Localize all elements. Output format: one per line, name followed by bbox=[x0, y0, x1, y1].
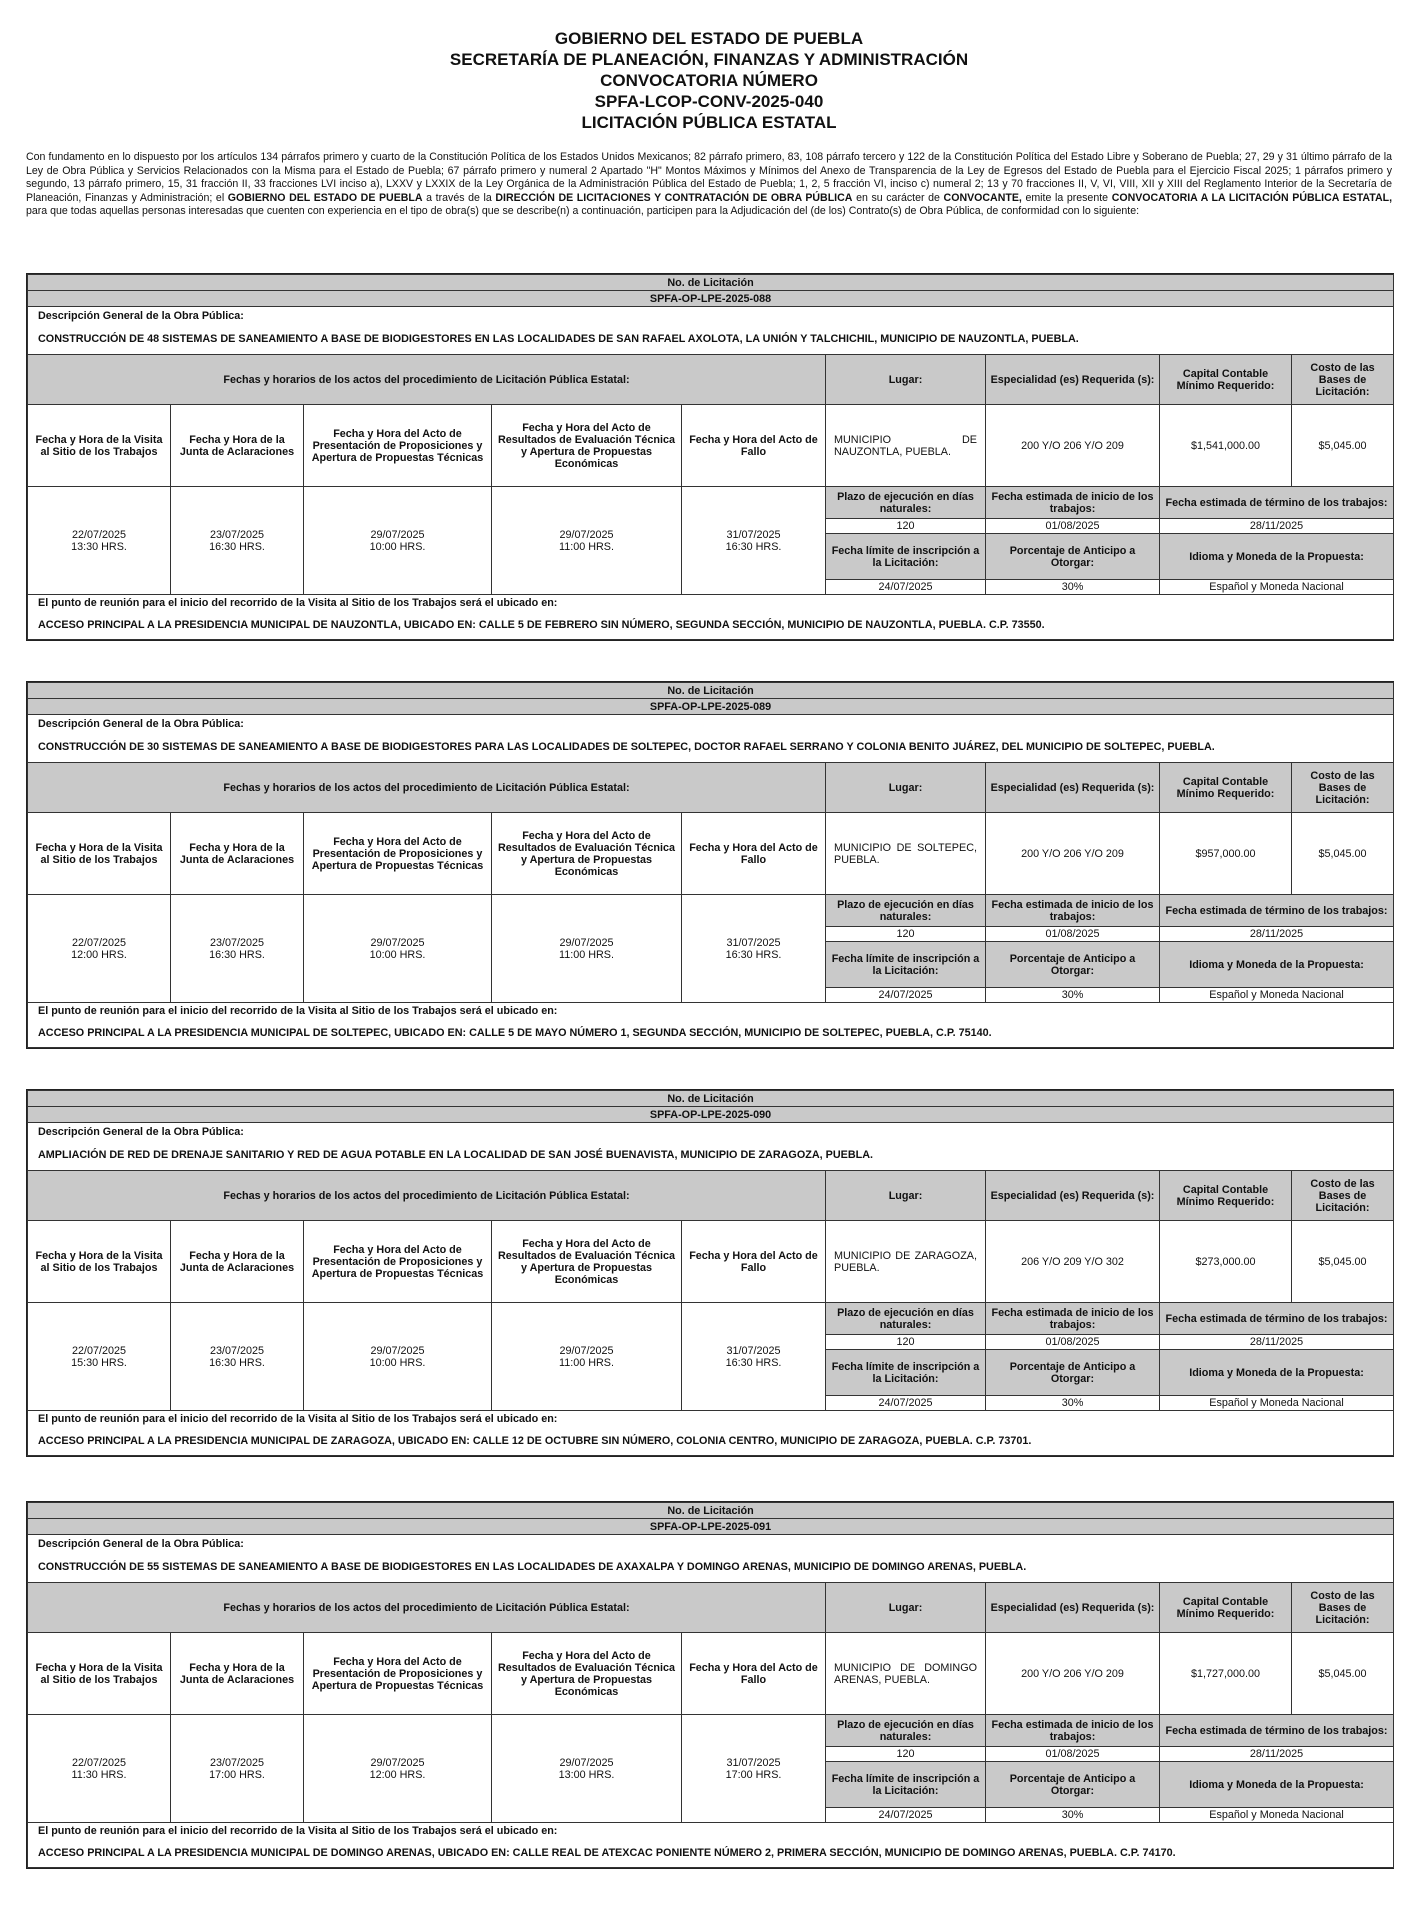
visita-time: 15:30 HRS. bbox=[71, 1356, 127, 1369]
document-header bbox=[0, 0, 1418, 133]
fallo-value bbox=[682, 1303, 826, 1411]
anticipo-header: Porcentaje de Anticipo a Otorgar: bbox=[986, 534, 1160, 580]
junta-time: 16:30 HRS. bbox=[209, 1356, 265, 1369]
idioma-header: Idioma y Moneda de la Propuesta: bbox=[1160, 1350, 1394, 1396]
resultados-date: 29/07/2025 bbox=[559, 528, 614, 541]
limite-value: 24/07/2025 bbox=[826, 1808, 986, 1823]
plazo-header: Plazo de ejecución en días naturales: bbox=[826, 895, 986, 927]
licitacion-table bbox=[27, 274, 1394, 640]
termino-header: Fecha estimada de término de los trabajos: bbox=[1160, 1303, 1394, 1335]
resultados-time: 11:00 HRS. bbox=[558, 948, 614, 961]
capital-value: $1,727,000.00 bbox=[1160, 1633, 1292, 1715]
especialidad-value: 200 Y/O 206 Y/O 209 bbox=[986, 1633, 1160, 1715]
junta-header: Fecha y Hora de la Junta de Aclaraciones bbox=[171, 1633, 304, 1715]
visita-value bbox=[28, 487, 171, 595]
fallo-time: 17:00 HRS. bbox=[725, 1768, 782, 1781]
junta-date: 23/07/2025 bbox=[209, 936, 265, 949]
header-convocatoria-number: SPFA-LCOP-CONV-2025-040 bbox=[594, 92, 824, 111]
resultados-time: 11:00 HRS. bbox=[558, 540, 614, 553]
fallo-date: 31/07/2025 bbox=[726, 528, 781, 541]
fechas-header: Fechas y horarios de los actos del procedimiento de Licitación Pública Estatal: bbox=[28, 1583, 826, 1633]
capital-value: $1,541,000.00 bbox=[1160, 405, 1292, 487]
lugar-value: MUNICIPIO DE NAUZONTLA, PUEBLA. bbox=[826, 405, 986, 487]
resultados-date: 29/07/2025 bbox=[559, 1756, 614, 1769]
junta-header: Fecha y Hora de la Junta de Aclaraciones bbox=[171, 1221, 304, 1303]
descripcion-label: Descripción General de la Obra Pública: bbox=[28, 715, 1394, 733]
licitacion-number: SPFA-OP-LPE-2025-088 bbox=[28, 291, 1394, 307]
header-convocatoria-label: CONVOCATORIA NÚMERO bbox=[600, 71, 818, 90]
visita-time: 13:30 HRS. bbox=[71, 540, 127, 553]
junta-time: 17:00 HRS. bbox=[209, 1768, 265, 1781]
resultados-time: 13:00 HRS. bbox=[558, 1768, 615, 1781]
idioma-header: Idioma y Moneda de la Propuesta: bbox=[1160, 942, 1394, 988]
capital-value: $273,000.00 bbox=[1160, 1221, 1292, 1303]
inicio-header: Fecha estimada de inicio de los trabajos: bbox=[986, 1715, 1160, 1747]
costo-header: Costo de las Bases de Licitación: bbox=[1292, 763, 1394, 813]
fechas-header: Fechas y horarios de los actos del procedimiento de Licitación Pública Estatal: bbox=[28, 763, 826, 813]
licitacion-number: SPFA-OP-LPE-2025-089 bbox=[28, 699, 1394, 715]
licitacion-block bbox=[26, 273, 1394, 641]
fallo-time: 16:30 HRS. bbox=[725, 948, 782, 961]
junta-value bbox=[171, 895, 304, 1003]
junta-date: 23/07/2025 bbox=[209, 1344, 265, 1357]
presentacion-value bbox=[304, 1715, 492, 1823]
costo-header: Costo de las Bases de Licitación: bbox=[1292, 355, 1394, 405]
presentacion-time: 10:00 HRS. bbox=[369, 540, 426, 553]
licitacion-table bbox=[27, 1090, 1394, 1456]
punto-reunion-label: El punto de reunión para el inicio del recorrido de la Visita al Sitio de los Trabajos será el ubicado en: bbox=[28, 1823, 1394, 1840]
presentacion-time: 10:00 HRS. bbox=[369, 1356, 426, 1369]
presentacion-date: 29/07/2025 bbox=[370, 936, 425, 949]
punto-reunion-address: ACCESO PRINCIPAL A LA PRESIDENCIA MUNICIPAL DE ZARAGOZA, UBICADO EN: CALLE 12 DE OCTUBRE SIN NÚMERO, COLONIA CENTRO, MUNICIPIO DE ZARAGOZA, PUEBLA. C.P. 73701. bbox=[28, 1428, 1394, 1456]
capital-value: $957,000.00 bbox=[1160, 813, 1292, 895]
limite-value: 24/07/2025 bbox=[826, 988, 986, 1003]
punto-reunion-label: El punto de reunión para el inicio del recorrido de la Visita al Sitio de los Trabajos será el ubicado en: bbox=[28, 1411, 1394, 1428]
resultados-value bbox=[492, 1303, 682, 1411]
junta-value bbox=[171, 487, 304, 595]
resultados-header: Fecha y Hora del Acto de Resultados de Evaluación Técnica y Apertura de Propuestas Económicas bbox=[492, 405, 682, 487]
limite-header: Fecha límite de inscripción a la Licitación: bbox=[826, 534, 986, 580]
visita-header: Fecha y Hora de la Visita al Sitio de los Trabajos bbox=[28, 1633, 171, 1715]
limite-header: Fecha límite de inscripción a la Licitación: bbox=[826, 1762, 986, 1808]
descripcion-text: CONSTRUCCIÓN DE 55 SISTEMAS DE SANEAMIENTO A BASE DE BIODIGESTORES EN LAS LOCALIDADES DE AXAXALPA Y DOMINGO ARENAS, MUNICIPIO DE DOMINGO ARENAS, PUEBLA. bbox=[28, 1553, 1394, 1583]
no-licitacion-label: No. de Licitación bbox=[28, 683, 1394, 699]
fallo-header: Fecha y Hora del Acto de Fallo bbox=[682, 1633, 826, 1715]
costo-value: $5,045.00 bbox=[1292, 813, 1394, 895]
plazo-header: Plazo de ejecución en días naturales: bbox=[826, 487, 986, 519]
plazo-header: Plazo de ejecución en días naturales: bbox=[826, 1303, 986, 1335]
anticipo-value: 30% bbox=[986, 1396, 1160, 1411]
inicio-value: 01/08/2025 bbox=[986, 1335, 1160, 1350]
licitacion-table bbox=[27, 682, 1394, 1048]
termino-header: Fecha estimada de término de los trabajos: bbox=[1160, 895, 1394, 927]
intro-text-5: para que todas aquellas personas interesadas que cuenten con experiencia en el tipo de obra(s) que se describe(n) a continuación, participen para la Adjudicación del (de los) Contrato(s) de Obra Pública, de conformidad con lo siguiente: bbox=[26, 205, 1140, 218]
plazo-value: 120 bbox=[826, 1335, 986, 1350]
lugar-header: Lugar: bbox=[826, 1171, 986, 1221]
termino-value: 28/11/2025 bbox=[1160, 1335, 1394, 1350]
punto-reunion-address: ACCESO PRINCIPAL A LA PRESIDENCIA MUNICIPAL DE DOMINGO ARENAS, UBICADO EN: CALLE REAL DE ATEXCAC PONIENTE NÚMERO 2, PRIMERA SECCIÓN, MUNICIPIO DE DOMINGO ARENAS, PUEBLA. C.P. 74170. bbox=[28, 1840, 1394, 1868]
anticipo-header: Porcentaje de Anticipo a Otorgar: bbox=[986, 1762, 1160, 1808]
resultados-value bbox=[492, 1715, 682, 1823]
presentacion-time: 12:00 HRS. bbox=[369, 1768, 426, 1781]
termino-value: 28/11/2025 bbox=[1160, 519, 1394, 534]
junta-header: Fecha y Hora de la Junta de Aclaraciones bbox=[171, 813, 304, 895]
limite-header: Fecha límite de inscripción a la Licitación: bbox=[826, 1350, 986, 1396]
visita-value bbox=[28, 895, 171, 1003]
termino-value: 28/11/2025 bbox=[1160, 1747, 1394, 1762]
inicio-header: Fecha estimada de inicio de los trabajos: bbox=[986, 895, 1160, 927]
plazo-value: 120 bbox=[826, 1747, 986, 1762]
fallo-header: Fecha y Hora del Acto de Fallo bbox=[682, 813, 826, 895]
no-licitacion-label: No. de Licitación bbox=[28, 1091, 1394, 1107]
presentacion-value bbox=[304, 1303, 492, 1411]
fallo-value bbox=[682, 895, 826, 1003]
licitacion-table bbox=[27, 1502, 1394, 1868]
resultados-value bbox=[492, 895, 682, 1003]
idioma-header: Idioma y Moneda de la Propuesta: bbox=[1160, 534, 1394, 580]
idioma-value: Español y Moneda Nacional bbox=[1160, 580, 1394, 595]
intro-bold-1: GOBIERNO DEL ESTADO DE PUEBLA bbox=[227, 191, 423, 204]
visita-date: 22/07/2025 bbox=[71, 1344, 127, 1357]
costo-value: $5,045.00 bbox=[1292, 405, 1394, 487]
costo-header: Costo de las Bases de Licitación: bbox=[1292, 1583, 1394, 1633]
visita-value bbox=[28, 1715, 171, 1823]
licitacion-block bbox=[26, 681, 1394, 1049]
inicio-value: 01/08/2025 bbox=[986, 519, 1160, 534]
costo-value: $5,045.00 bbox=[1292, 1633, 1394, 1715]
junta-value bbox=[171, 1715, 304, 1823]
visita-header: Fecha y Hora de la Visita al Sitio de los Trabajos bbox=[28, 813, 171, 895]
termino-header: Fecha estimada de término de los trabajos: bbox=[1160, 487, 1394, 519]
no-licitacion-label: No. de Licitación bbox=[28, 1503, 1394, 1519]
lugar-value: MUNICIPIO DE ZARAGOZA, PUEBLA. bbox=[826, 1221, 986, 1303]
intro-text-3: en su carácter de bbox=[856, 191, 940, 204]
resultados-header: Fecha y Hora del Acto de Resultados de Evaluación Técnica y Apertura de Propuestas Económicas bbox=[492, 813, 682, 895]
junta-header: Fecha y Hora de la Junta de Aclaraciones bbox=[171, 405, 304, 487]
fallo-header: Fecha y Hora del Acto de Fallo bbox=[682, 1221, 826, 1303]
capital-header: Capital Contable Mínimo Requerido: bbox=[1160, 355, 1292, 405]
lugar-header: Lugar: bbox=[826, 763, 986, 813]
resultados-time: 11:00 HRS. bbox=[558, 1356, 614, 1369]
junta-time: 16:30 HRS. bbox=[209, 540, 265, 553]
lugar-value: MUNICIPIO DE DOMINGO ARENAS, PUEBLA. bbox=[826, 1633, 986, 1715]
presentacion-value bbox=[304, 895, 492, 1003]
licitacion-number: SPFA-OP-LPE-2025-090 bbox=[28, 1107, 1394, 1123]
visita-date: 22/07/2025 bbox=[71, 1756, 127, 1769]
resultados-date: 29/07/2025 bbox=[559, 936, 614, 949]
intro-bold-2: DIRECCIÓN DE LICITACIONES Y CONTRATACIÓN DE OBRA PÚBLICA bbox=[495, 191, 853, 204]
costo-value: $5,045.00 bbox=[1292, 1221, 1394, 1303]
resultados-date: 29/07/2025 bbox=[559, 1344, 614, 1357]
fallo-date: 31/07/2025 bbox=[726, 1756, 781, 1769]
visita-header: Fecha y Hora de la Visita al Sitio de los Trabajos bbox=[28, 405, 171, 487]
descripcion-text: CONSTRUCCIÓN DE 30 SISTEMAS DE SANEAMIENTO A BASE DE BIODIGESTORES PARA LAS LOCALIDADES DE SOLTEPEC, DOCTOR RAFAEL SERRANO Y COLONIA BENITO JUÁREZ, DEL MUNICIPIO DE SOLTEPEC, PUEBLA. bbox=[28, 733, 1394, 763]
licitacion-number: SPFA-OP-LPE-2025-091 bbox=[28, 1519, 1394, 1535]
plazo-value: 120 bbox=[826, 519, 986, 534]
header-licitacion-type: LICITACIÓN PÚBLICA ESTATAL bbox=[581, 113, 837, 132]
fallo-date: 31/07/2025 bbox=[726, 936, 781, 949]
presentacion-header: Fecha y Hora del Acto de Presentación de Proposiciones y Apertura de Propuestas Técnicas bbox=[304, 1633, 492, 1715]
intro-bold-3: CONVOCANTE, bbox=[943, 191, 1022, 204]
inicio-header: Fecha estimada de inicio de los trabajos: bbox=[986, 1303, 1160, 1335]
fechas-header: Fechas y horarios de los actos del procedimiento de Licitación Pública Estatal: bbox=[28, 1171, 826, 1221]
anticipo-header: Porcentaje de Anticipo a Otorgar: bbox=[986, 1350, 1160, 1396]
visita-value bbox=[28, 1303, 171, 1411]
junta-time: 16:30 HRS. bbox=[209, 948, 265, 961]
intro-bold-4: CONVOCATORIA A LA LICITACIÓN PÚBLICA ESTATAL, bbox=[1111, 191, 1393, 204]
punto-reunion-label: El punto de reunión para el inicio del recorrido de la Visita al Sitio de los Trabajos será el ubicado en: bbox=[28, 595, 1394, 612]
fallo-time: 16:30 HRS. bbox=[725, 540, 782, 553]
presentacion-header: Fecha y Hora del Acto de Presentación de Proposiciones y Apertura de Propuestas Técnicas bbox=[304, 813, 492, 895]
plazo-header: Plazo de ejecución en días naturales: bbox=[826, 1715, 986, 1747]
fallo-value bbox=[682, 487, 826, 595]
especialidad-value: 206 Y/O 209 Y/O 302 bbox=[986, 1221, 1160, 1303]
inicio-value: 01/08/2025 bbox=[986, 927, 1160, 942]
visita-time: 11:30 HRS. bbox=[71, 1768, 127, 1781]
especialidad-header: Especialidad (es) Requerida (s): bbox=[986, 355, 1160, 405]
resultados-header: Fecha y Hora del Acto de Resultados de Evaluación Técnica y Apertura de Propuestas Económicas bbox=[492, 1633, 682, 1715]
visita-time: 12:00 HRS. bbox=[71, 948, 127, 961]
descripcion-text: AMPLIACIÓN DE RED DE DRENAJE SANITARIO Y RED DE AGUA POTABLE EN LA LOCALIDAD DE SAN JOSÉ BUENAVISTA, MUNICIPIO DE ZARAGOZA, PUEBLA. bbox=[28, 1141, 1394, 1171]
especialidad-value: 200 Y/O 206 Y/O 209 bbox=[986, 405, 1160, 487]
header-secretariat: SECRETARÍA DE PLANEACIÓN, FINANZAS Y ADMINISTRACIÓN bbox=[449, 50, 969, 69]
idioma-value: Español y Moneda Nacional bbox=[1160, 1396, 1394, 1411]
inicio-header: Fecha estimada de inicio de los trabajos: bbox=[986, 487, 1160, 519]
limite-value: 24/07/2025 bbox=[826, 1396, 986, 1411]
limite-value: 24/07/2025 bbox=[826, 580, 986, 595]
termino-value: 28/11/2025 bbox=[1160, 927, 1394, 942]
capital-header: Capital Contable Mínimo Requerido: bbox=[1160, 1583, 1292, 1633]
presentacion-header: Fecha y Hora del Acto de Presentación de Proposiciones y Apertura de Propuestas Técnicas bbox=[304, 405, 492, 487]
licitacion-block bbox=[26, 1089, 1394, 1457]
junta-date: 23/07/2025 bbox=[209, 528, 265, 541]
punto-reunion-address: ACCESO PRINCIPAL A LA PRESIDENCIA MUNICIPAL DE SOLTEPEC, UBICADO EN: CALLE 5 DE MAYO NÚMERO 1, SEGUNDA SECCIÓN, MUNICIPIO DE SOLTEPEC, PUEBLA, C.P. 75140. bbox=[28, 1020, 1394, 1048]
intro-text-4: emite la presente bbox=[1025, 191, 1109, 204]
especialidad-header: Especialidad (es) Requerida (s): bbox=[986, 1171, 1160, 1221]
fallo-date: 31/07/2025 bbox=[726, 1344, 781, 1357]
termino-header: Fecha estimada de término de los trabajos: bbox=[1160, 1715, 1394, 1747]
intro-text-2: a través de la bbox=[426, 191, 492, 204]
capital-header: Capital Contable Mínimo Requerido: bbox=[1160, 763, 1292, 813]
presentacion-date: 29/07/2025 bbox=[370, 1344, 425, 1357]
lugar-header: Lugar: bbox=[826, 1583, 986, 1633]
presentacion-date: 29/07/2025 bbox=[370, 1756, 425, 1769]
fallo-time: 16:30 HRS. bbox=[725, 1356, 782, 1369]
resultados-value bbox=[492, 487, 682, 595]
intro-text-1: Con fundamento en lo dispuesto por los artículos 134 párrafos primero y cuarto de la Constitución Política de los Estados Unidos Mexicanos; 82 párrafo primero, 83, 108 párrafo tercero y 122 de la Constitución Política del Estado Libre y Soberano de Puebla; 27, 29 y 31 último párrafo de la Ley de Obra Pública y Servicios Relacionados con la Misma para el Estado de Puebla; 67 párrafo primero y numeral 2 Apartado "H" Montos Máximos y Mínimos del Anexo de Transparencia de la Ley de Egresos del Estado de Puebla para el Ejercicio Fiscal 2025; 1 párrafos primero y segundo, 13 párrafo primero, 15, 31 fracción II, 33 fracciones LVI inciso a), LXXV y LXXIX de la Ley Orgánica de la Administración Pública del Estado de Puebla; 1, 2, 5 fracción VI, inciso c) numeral 2; 13 y 70 fracciones II, V, VI, VIII, XII y XIII del Reglamento Interior de la Secretaría de Planeación, Finanzas y Administración; el bbox=[26, 151, 1392, 204]
fallo-value bbox=[682, 1715, 826, 1823]
anticipo-value: 30% bbox=[986, 580, 1160, 595]
idioma-value: Español y Moneda Nacional bbox=[1160, 988, 1394, 1003]
descripcion-text: CONSTRUCCIÓN DE 48 SISTEMAS DE SANEAMIENTO A BASE DE BIODIGESTORES EN LAS LOCALIDADES DE SAN RAFAEL AXOLOTA, LA UNIÓN Y TALCHICHIL, MUNICIPIO DE NAUZONTLA, PUEBLA. bbox=[28, 325, 1394, 355]
intro-paragraph bbox=[26, 151, 1392, 219]
lugar-value: MUNICIPIO DE SOLTEPEC, PUEBLA. bbox=[826, 813, 986, 895]
licitacion-block bbox=[26, 1501, 1394, 1869]
resultados-header: Fecha y Hora del Acto de Resultados de Evaluación Técnica y Apertura de Propuestas Económicas bbox=[492, 1221, 682, 1303]
especialidad-header: Especialidad (es) Requerida (s): bbox=[986, 1583, 1160, 1633]
descripcion-label: Descripción General de la Obra Pública: bbox=[28, 1535, 1394, 1553]
idioma-value: Español y Moneda Nacional bbox=[1160, 1808, 1394, 1823]
lugar-header: Lugar: bbox=[826, 355, 986, 405]
punto-reunion-label: El punto de reunión para el inicio del recorrido de la Visita al Sitio de los Trabajos será el ubicado en: bbox=[28, 1003, 1394, 1020]
especialidad-value: 200 Y/O 206 Y/O 209 bbox=[986, 813, 1160, 895]
junta-value bbox=[171, 1303, 304, 1411]
descripcion-label: Descripción General de la Obra Pública: bbox=[28, 1123, 1394, 1141]
no-licitacion-label: No. de Licitación bbox=[28, 275, 1394, 291]
capital-header: Capital Contable Mínimo Requerido: bbox=[1160, 1171, 1292, 1221]
junta-date: 23/07/2025 bbox=[209, 1756, 265, 1769]
idioma-header: Idioma y Moneda de la Propuesta: bbox=[1160, 1762, 1394, 1808]
presentacion-value bbox=[304, 487, 492, 595]
especialidad-header: Especialidad (es) Requerida (s): bbox=[986, 763, 1160, 813]
limite-header: Fecha límite de inscripción a la Licitación: bbox=[826, 942, 986, 988]
fallo-header: Fecha y Hora del Acto de Fallo bbox=[682, 405, 826, 487]
anticipo-value: 30% bbox=[986, 988, 1160, 1003]
anticipo-value: 30% bbox=[986, 1808, 1160, 1823]
visita-header: Fecha y Hora de la Visita al Sitio de los Trabajos bbox=[28, 1221, 171, 1303]
presentacion-time: 10:00 HRS. bbox=[369, 948, 426, 961]
descripcion-label: Descripción General de la Obra Pública: bbox=[28, 307, 1394, 325]
visita-date: 22/07/2025 bbox=[71, 936, 127, 949]
inicio-value: 01/08/2025 bbox=[986, 1747, 1160, 1762]
punto-reunion-address: ACCESO PRINCIPAL A LA PRESIDENCIA MUNICIPAL DE NAUZONTLA, UBICADO EN: CALLE 5 DE FEBRERO SIN NÚMERO, SEGUNDA SECCIÓN, MUNICIPIO DE NAUZONTLA, PUEBLA. C.P. 73550. bbox=[28, 612, 1394, 640]
anticipo-header: Porcentaje de Anticipo a Otorgar: bbox=[986, 942, 1160, 988]
visita-date: 22/07/2025 bbox=[71, 528, 127, 541]
presentacion-date: 29/07/2025 bbox=[370, 528, 425, 541]
fechas-header: Fechas y horarios de los actos del procedimiento de Licitación Pública Estatal: bbox=[28, 355, 826, 405]
header-government: GOBIERNO DEL ESTADO DE PUEBLA bbox=[554, 29, 864, 48]
costo-header: Costo de las Bases de Licitación: bbox=[1292, 1171, 1394, 1221]
presentacion-header: Fecha y Hora del Acto de Presentación de Proposiciones y Apertura de Propuestas Técnicas bbox=[304, 1221, 492, 1303]
plazo-value: 120 bbox=[826, 927, 986, 942]
